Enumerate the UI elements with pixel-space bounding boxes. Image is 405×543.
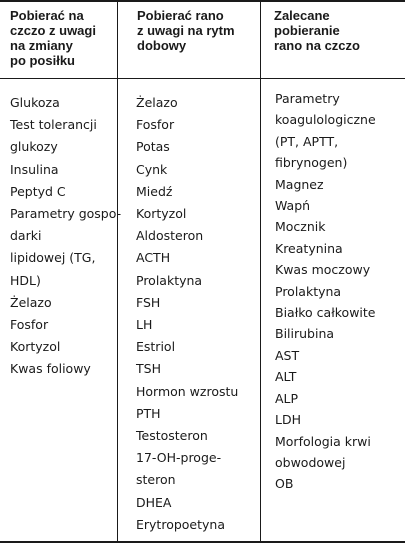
header-line: Pobierać na: [10, 8, 84, 23]
list-item: Białko całkowite: [275, 305, 376, 321]
list-item: Test tolerancji: [10, 117, 97, 133]
list-item: Wapń: [275, 198, 311, 214]
list-item: Insulina: [10, 161, 59, 177]
header-line: czczo z uwagi: [10, 23, 96, 38]
list-item: Erytropoetyna: [136, 516, 226, 532]
table-top-rule: [0, 0, 405, 2]
list-item: Kortyzol: [136, 206, 187, 222]
header-line: Pobierać rano: [137, 8, 224, 23]
list-item: LDH: [275, 412, 301, 428]
list-item: PTH: [136, 405, 161, 421]
list-item: FSH: [136, 294, 161, 310]
list-item: Peptyd C: [10, 183, 66, 199]
list-item: Żelazo: [136, 95, 178, 110]
list-item: ACTH: [136, 250, 171, 266]
list-item: Morfologia krwi: [275, 433, 371, 449]
list-item: Fosfor: [136, 117, 175, 133]
list-item: steron: [136, 472, 176, 488]
header-line: dobowy: [137, 38, 187, 53]
list-item: HDL): [10, 272, 41, 288]
list-item: ALT: [275, 369, 297, 385]
list-item: glukozy: [10, 139, 58, 155]
list-item: Hormon wzrostu: [136, 383, 239, 399]
header-line: z uwagi na rytm: [137, 23, 235, 38]
list-item: (PT, APTT,: [275, 133, 339, 149]
list-item: Kreatynina: [275, 240, 343, 256]
list-item: Kortyzol: [10, 339, 61, 355]
list-item: lipidowej (TG,: [10, 250, 96, 266]
column-morning-rhythm-list: [136, 92, 238, 536]
list-item: 17-OH-proge-: [136, 450, 222, 466]
list-item: Kwas moczowy: [275, 262, 371, 278]
list-item: obwodowej: [275, 454, 346, 470]
list-item: Kwas foliowy: [10, 361, 91, 377]
list-item: ALP: [275, 390, 299, 406]
column-fasting-meal-list: [10, 92, 121, 381]
list-item: Prolaktyna: [275, 283, 342, 299]
list-item: Cynk: [136, 161, 168, 177]
list-item: Bilirubina: [275, 326, 335, 342]
list-item: Glukoza: [10, 95, 60, 110]
column-recommended-morning-list: [275, 88, 376, 495]
header-line: Zalecane: [274, 8, 330, 23]
list-item: LH: [136, 317, 153, 333]
list-item: Potas: [136, 139, 170, 155]
list-item: Testosteron: [136, 428, 208, 444]
list-item: Prolaktyna: [136, 272, 203, 288]
list-item: DHEA: [136, 494, 172, 510]
list-item: Miedź: [136, 183, 173, 199]
header-line: po posiłku: [10, 53, 75, 68]
column-header-recommended-morning: [274, 8, 402, 53]
column-header-fasting-meal: [10, 8, 114, 68]
column-header-morning-rhythm: [137, 8, 257, 53]
list-item: koagulologiczne: [275, 112, 376, 128]
list-item: OB: [275, 476, 294, 492]
header-separator-rule: [0, 78, 405, 79]
list-item: Fosfor: [10, 317, 49, 333]
header-line: na zmiany: [10, 38, 73, 53]
list-item: Estriol: [136, 339, 176, 355]
list-item: darki: [10, 228, 42, 244]
list-item: Parametry: [275, 91, 340, 106]
header-line: rano na czczo: [274, 38, 360, 53]
header-line: pobieranie: [274, 23, 340, 38]
list-item: Żelazo: [10, 294, 52, 310]
list-item: Aldosteron: [136, 228, 204, 244]
list-item: TSH: [136, 361, 161, 377]
list-item: Parametry gospo-: [10, 206, 122, 222]
list-item: Mocznik: [275, 219, 326, 235]
list-item: fibrynogen): [275, 155, 348, 171]
column-divider-2: [260, 0, 261, 543]
list-item: AST: [275, 347, 300, 363]
list-item: Magnez: [275, 176, 324, 192]
